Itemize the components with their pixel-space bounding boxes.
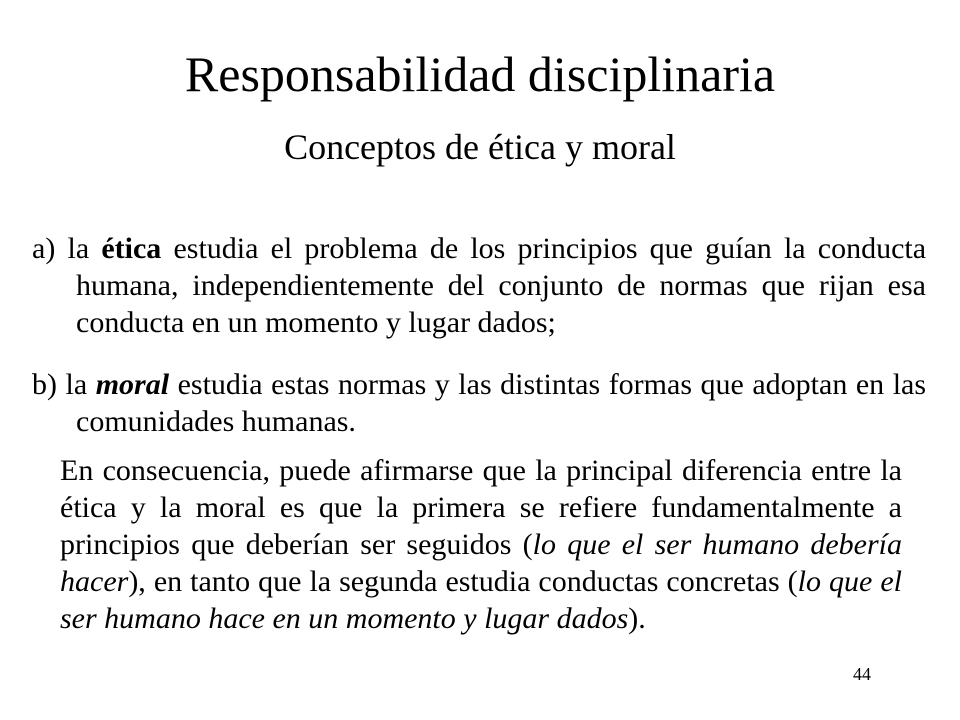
slide-subtitle: Conceptos de ética y moral bbox=[284, 127, 676, 167]
conclusion-text-2: ), en tanto que la segunda estudia conductas concretas ( bbox=[128, 565, 798, 598]
conclusion-text-3: ). bbox=[628, 602, 646, 635]
item-marker: b) bbox=[32, 368, 57, 401]
conclusion-italic-1: lo que el ser humano debería hacer bbox=[60, 528, 902, 598]
term-etica: ética bbox=[101, 232, 162, 265]
item-pre: la bbox=[67, 232, 90, 265]
item-text: estudia estas normas y las distintas formas que adoptan en las comunidades humanas. bbox=[76, 368, 927, 438]
item-marker: a) bbox=[32, 232, 56, 265]
page-number: 44 bbox=[853, 664, 871, 684]
conclusion-italic-2: lo que el ser humano hace en un momento y lugar dados bbox=[60, 565, 902, 635]
list-item-etica bbox=[32, 230, 926, 341]
term-moral: moral bbox=[95, 368, 170, 401]
item-text: estudia el problema de los principios que guían la conducta humana, independientemente del conjunto de normas que rijan esa conducta en un momento y lugar dados; bbox=[76, 232, 927, 339]
slide-title: Responsabilidad disciplinaria bbox=[184, 46, 776, 102]
conclusion-text-1: En consecuencia, puede afirmarse que la principal diferencia entre la ética y la moral es que la primera se refiere fundamentalmente a principios que deberían ser seguidos ( bbox=[60, 454, 902, 561]
list-item-moral bbox=[32, 366, 926, 440]
conclusion-paragraph bbox=[60, 452, 902, 637]
item-pre: la bbox=[65, 368, 88, 401]
